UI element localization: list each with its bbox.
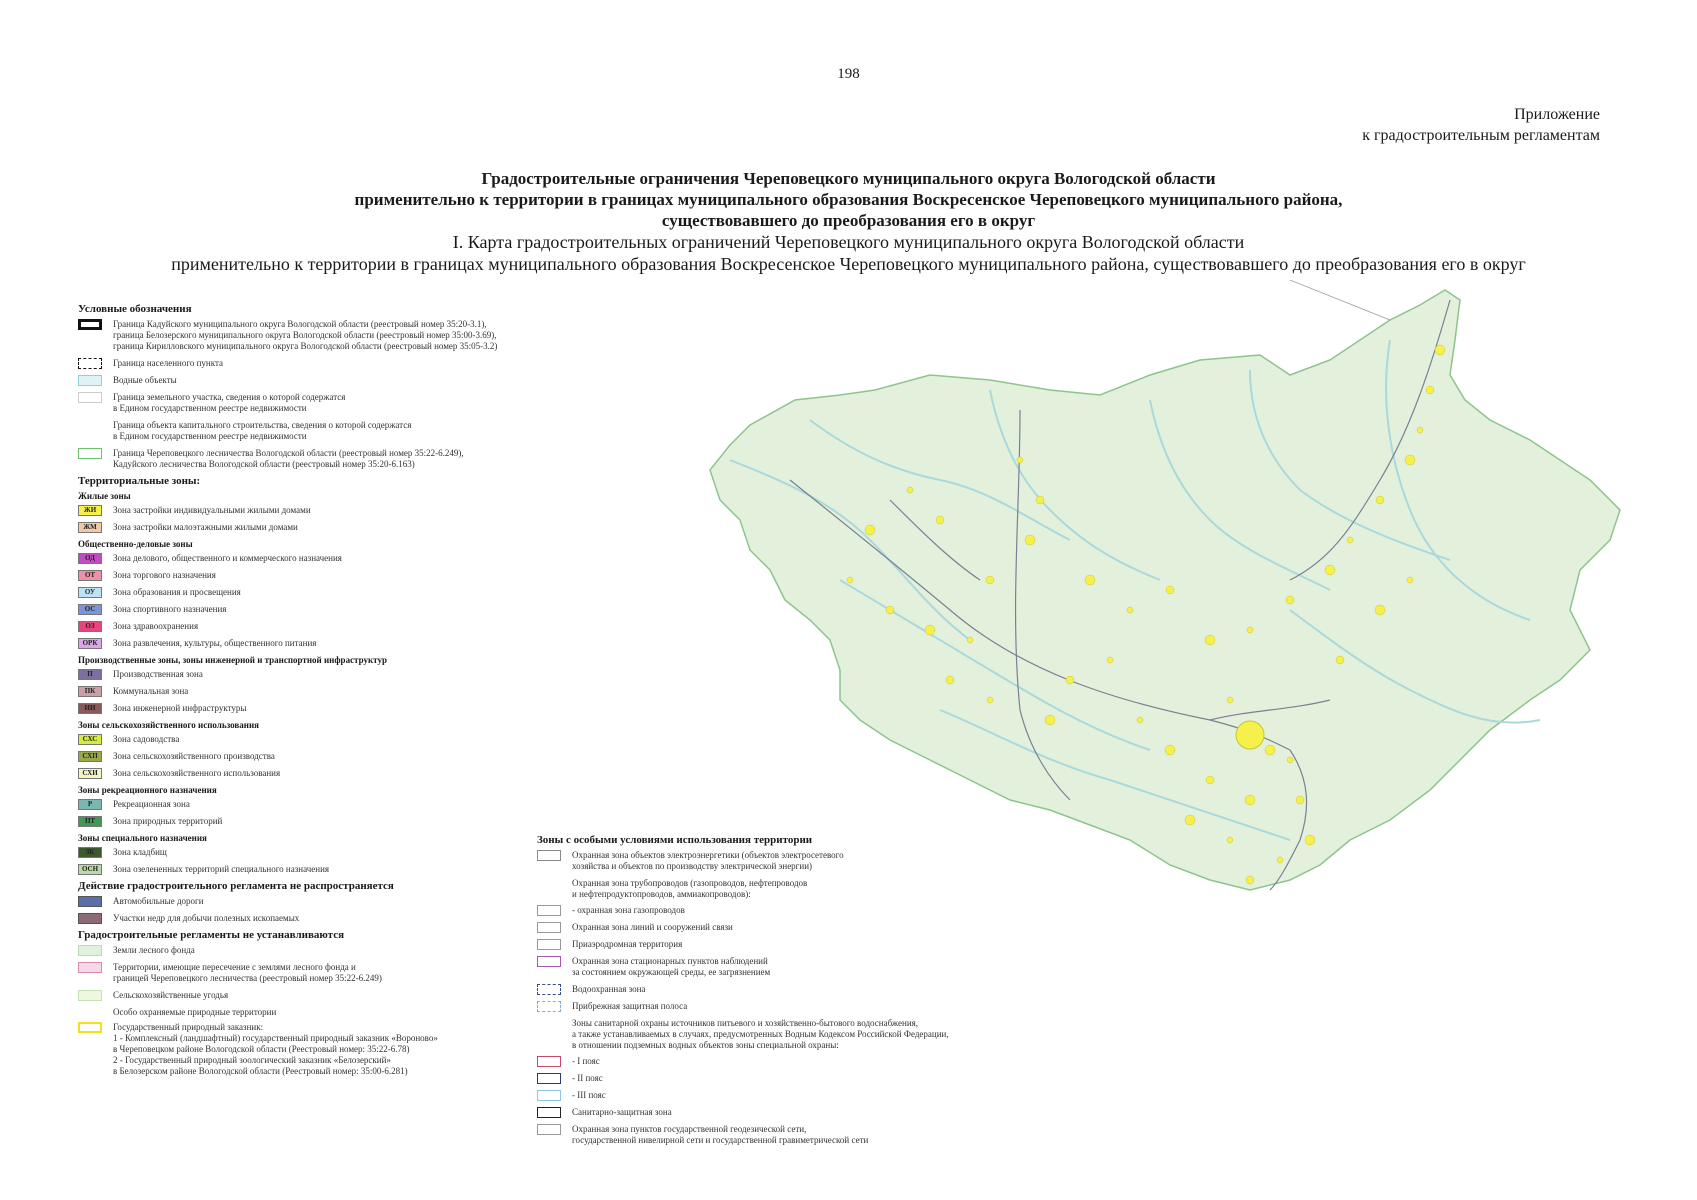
settlement-30 (1277, 857, 1283, 863)
legend-zone-1-1-label: Зона торгового назначения (113, 570, 216, 580)
legend2-item-12 (537, 1107, 1017, 1118)
legend (78, 302, 598, 1083)
legend2-item-10 (537, 1073, 1017, 1084)
legend-boundary-2-swatch (78, 375, 102, 386)
legend-zone-5-0-swatch: ЗК (78, 847, 102, 858)
settlement-16 (1286, 596, 1294, 604)
settlement-13 (1166, 586, 1174, 594)
legend-zone-1-3-label: Зона спортивного назначения (113, 604, 227, 614)
legend2-item-11-label: - III пояс (572, 1090, 606, 1100)
legend-zone-0-0-swatch: ЖИ (78, 505, 102, 516)
settlement-29 (1305, 835, 1315, 845)
legend2-item-10-swatch (537, 1073, 561, 1084)
legend-zone-2-2 (78, 703, 598, 714)
legend-boundary-4-label: Граница объекта капитального строительства, сведения о которой содержатся в Едином государственном реестре недвижимости (113, 420, 412, 441)
legend-boundary-0-label: Граница Кадуйского муниципального округа Вологодской области (реестровый номер 35:20-3.1), граница Белозерского муниципального округа Вологодской области (реестровый номер 35:00-3.69), граница Кирилловского муниципального округа Вологодской области (реестровый номер 35:05-3.2) (113, 319, 498, 351)
legend-zone-3-1-swatch: СХП (78, 751, 102, 762)
legend2-item-2 (537, 905, 1017, 916)
legend2-item-7-label: Прибрежная защитная полоса (572, 1001, 688, 1011)
settlement-40 (946, 676, 954, 684)
legend-zone-0-1-label: Зона застройки малоэтажными жилыми домами (113, 522, 298, 532)
settlement-33 (1137, 717, 1143, 723)
settlement-28 (1296, 796, 1304, 804)
legend-boundary-1-label: Граница населенного пункта (113, 358, 223, 368)
legend-item-opt (78, 1022, 598, 1077)
not-set-heading: Градостроительные регламенты не устанавливаются (78, 929, 345, 941)
settlement-6 (847, 577, 853, 583)
special-zones-legend (537, 833, 1017, 1152)
legend2-item-10-label: - II пояс (572, 1073, 603, 1083)
legend2-item-4-label: Приаэродромная территория (572, 939, 683, 949)
settlement-12 (1127, 607, 1133, 613)
legend2-item-6-swatch (537, 984, 561, 995)
opt-label: Государственный природный заказник: 1 - Комплексный (ландшафтный) государственный природный заказник «Вороново» в Череповецком районе Вологодской области (Реестровый номер: 35:22-6.78) 2 - Государственный природный зоологический заказник «Белозерский» в Белозерском районе Вологодской области (Реестровый номер: 35:00-6.281) (113, 1022, 438, 1076)
legend2-item-7-swatch (537, 1001, 561, 1012)
settlement-15 (1247, 627, 1253, 633)
legend-zone-1-2-label: Зона образования и просвещения (113, 587, 241, 597)
title-bold-3: существовавшего до преобразования его в округ (661, 211, 1036, 230)
legend-heading: Условные обозначения (78, 303, 192, 315)
legend-zone-0-0-label: Зона застройки индивидуальными жилыми домами (113, 505, 311, 515)
legend-boundary-4-swatch (78, 420, 102, 431)
appendix-note (1362, 104, 1600, 146)
settlement-8 (925, 625, 935, 635)
legend-zone-1-4-swatch: ОЗ (78, 621, 102, 632)
title-bold-1: Градостроительные ограничения Череповецкого муниципального округа Вологодской области (481, 169, 1216, 188)
legend-zone-0-0 (78, 505, 598, 516)
legend2-item-3-label: Охранная зона линий и сооружений связи (572, 922, 733, 932)
legend-zone-1-4-label: Зона здравоохранения (113, 621, 199, 631)
settlement-38 (1045, 715, 1055, 725)
legend-zone-1-1 (78, 570, 598, 581)
legend-zone-5-0-label: Зона кладбищ (113, 847, 167, 857)
legend-no-effect-1-swatch (78, 913, 102, 924)
legend-boundary-3 (78, 392, 598, 414)
legend-no-effect-0-label: Автомобильные дороги (113, 896, 204, 906)
zone-group-title: Зоны специального назначения (78, 833, 207, 843)
legend-zone-1-0-label: Зона делового, общественного и коммерческого назначения (113, 553, 342, 563)
zones-heading: Территориальные зоны: (78, 475, 201, 487)
legend-zone-2-2-label: Зона инженерной инфраструктуры (113, 703, 247, 713)
settlement-14 (1205, 635, 1215, 645)
legend-zone-3-2-label: Зона сельскохозяйственного использования (113, 768, 281, 778)
map-boundary-line (1290, 280, 1390, 320)
settlement-39 (987, 697, 993, 703)
legend2-item-13 (537, 1124, 1017, 1146)
legend2-item-9-swatch (537, 1056, 561, 1067)
settlement-24 (1227, 697, 1233, 703)
legend-boundary-5-swatch (78, 448, 102, 459)
opt-heading: Особо охраняемые природные территории (113, 1007, 277, 1017)
page-number: 198 (837, 66, 860, 82)
legend-zone-5-1-swatch: ОСН (78, 864, 102, 875)
settlement-10 (986, 576, 994, 584)
settlement-17 (1325, 565, 1335, 575)
legend2-item-2-swatch (537, 905, 561, 916)
legend-zone-2-0-label: Производственная зона (113, 669, 203, 679)
legend-zone-4-1-swatch: ПТ (78, 816, 102, 827)
legend2-item-0-label: Охранная зона объектов электроэнергетики (объектов электросетевого хозяйства и объектов по производству электрической энергии) (572, 850, 844, 871)
legend-not-set-2 (78, 990, 598, 1001)
legend-zone-3-2-swatch: СХИ (78, 768, 102, 779)
legend-no-effect-0-swatch (78, 896, 102, 907)
legend-zone-3-0-label: Зона садоводства (113, 734, 180, 744)
settlement-2 (1025, 535, 1035, 545)
settlement-11 (1085, 575, 1095, 585)
settlement-4 (936, 516, 944, 524)
title-normal-2: применительно к территории в границах муниципального образования Воскресенское Череповецкого муниципального района, существовавшего до преобразования его в округ (171, 254, 1526, 274)
legend2-item-4 (537, 939, 1017, 950)
legend2-item-3-swatch (537, 922, 561, 933)
legend-zone-2-0-swatch: П (78, 669, 102, 680)
settlement-43 (1336, 656, 1344, 664)
legend-zone-5-0 (78, 847, 598, 858)
legend-not-set-1-swatch (78, 962, 102, 973)
legend-zone-2-1-label: Коммунальная зона (113, 686, 189, 696)
legend-boundary-2 (78, 375, 598, 386)
legend2-item-5-swatch (537, 956, 561, 967)
no-effect-heading: Действие градостроительного регламента не распространяется (78, 880, 394, 892)
legend-not-set-0-swatch (78, 945, 102, 956)
legend-zone-1-0-swatch: ОД (78, 553, 102, 564)
legend2-item-5 (537, 956, 1017, 978)
settlement-21 (1417, 427, 1423, 433)
legend-boundary-2-label: Водные объекты (113, 375, 177, 385)
settlement-0 (1017, 457, 1023, 463)
settlement-44 (1245, 795, 1255, 805)
legend2-item-4-swatch (537, 939, 561, 950)
legend2-item-3 (537, 922, 1017, 933)
main-settlement (1236, 721, 1264, 749)
legend-zone-1-2-swatch: ОУ (78, 587, 102, 598)
legend-zone-4-1-label: Зона природных территорий (113, 816, 223, 826)
legend-zone-5-1 (78, 864, 598, 875)
settlement-31 (1246, 876, 1254, 884)
legend-zone-2-2-swatch: ИИ (78, 703, 102, 714)
legend-zone-3-2 (78, 768, 598, 779)
settlement-27 (1287, 757, 1293, 763)
legend2-item-6 (537, 984, 1017, 995)
legend-not-set-1 (78, 962, 598, 984)
legend-zone-4-1 (78, 816, 598, 827)
legend-zone-1-0 (78, 553, 598, 564)
legend-not-set-2-label: Сельскохозяйственные угодья (113, 990, 229, 1000)
legend-zone-4-0-swatch: Р (78, 799, 102, 810)
settlement-5 (865, 525, 875, 535)
settlement-34 (1206, 776, 1214, 784)
appendix-line-1: Приложение (1514, 106, 1600, 123)
legend-zone-1-5-label: Зона развлечения, культуры, общественного питания (113, 638, 317, 648)
opt-swatch (78, 1022, 102, 1033)
legend-no-effect-1-label: Участки недр для добычи полезных ископаемых (113, 913, 300, 923)
zone-group-title: Зоны сельскохозяйственного использования (78, 720, 260, 730)
settlement-9 (967, 637, 973, 643)
municipality-territory (710, 290, 1620, 890)
settlement-32 (1165, 745, 1175, 755)
legend2-item-13-swatch (537, 1124, 561, 1135)
zone-group-title: Производственные зоны, зоны инженерной и транспортной инфраструктур (78, 655, 387, 665)
legend-not-set-0-label: Земли лесного фонда (113, 945, 195, 955)
legend2-item-6-label: Водоохранная зона (572, 984, 646, 994)
zone-group-title: Жилые зоны (78, 491, 131, 501)
settlement-36 (1107, 657, 1113, 663)
settlement-1 (1036, 496, 1044, 504)
settlement-22 (1426, 386, 1434, 394)
legend2-item-0 (537, 850, 1017, 872)
legend-zone-2-1 (78, 686, 598, 697)
legend-boundary-5 (78, 448, 598, 470)
legend-not-set-0 (78, 945, 598, 956)
legend-no-effect-0 (78, 896, 598, 907)
legend-zone-1-2 (78, 587, 598, 598)
legend-zone-2-0 (78, 669, 598, 680)
legend2-item-11-swatch (537, 1090, 561, 1101)
settlement-42 (1407, 577, 1413, 583)
settlement-26 (1265, 745, 1275, 755)
settlement-23 (1435, 345, 1445, 355)
legend-boundary-3-swatch (78, 392, 102, 403)
legend-zone-0-1-swatch: ЖМ (78, 522, 102, 533)
legend-boundary-4 (78, 420, 598, 442)
title-normal-1: I. Карта градостроительных ограничений Череповецкого муниципального округа Вологодской области (452, 232, 1245, 252)
legend-boundary-0 (78, 319, 598, 352)
legend2-item-9-label: - I пояс (572, 1056, 600, 1066)
legend2-item-5-label: Охранная зона стационарных пунктов наблюдений за состоянием окружающей среды, ее загрязнением (572, 956, 771, 977)
legend2-item-12-label: Санитарно-защитная зона (572, 1107, 672, 1117)
settlement-20 (1405, 455, 1415, 465)
settlement-35 (1185, 815, 1195, 825)
legend2-item-7 (537, 1001, 1017, 1012)
legend2-note-1: Охранная зона трубопроводов (газопроводов, нефтепроводов и нефтепродуктопроводов, аммиакопроводов): (572, 878, 808, 899)
legend-zone-1-5 (78, 638, 598, 649)
legend-boundary-1 (78, 358, 598, 369)
zone-group-title: Общественно-деловые зоны (78, 539, 193, 549)
legend-zone-4-0 (78, 799, 598, 810)
legend-zone-3-1 (78, 751, 598, 762)
legend2-note-8: Зоны санитарной охраны источников питьевого и хозяйственно-бытового водоснабжения, а также устанавливаемых в случаях, предусмотренных Водным Кодексом Российской Федерации, в отношении подземных водных объектов зоны специальной охраны: (572, 1018, 949, 1050)
settlement-19 (1376, 496, 1384, 504)
legend-not-set-1-label: Территории, имеющие пересечение с землями лесного фонда и границей Череповецкого лесничества (реестровый номер 35:22-6.249) (113, 962, 382, 983)
settlement-18 (1347, 537, 1353, 543)
legend-zone-1-1-swatch: ОТ (78, 570, 102, 581)
legend2-item-12-swatch (537, 1107, 561, 1118)
legend2-item-9 (537, 1056, 1017, 1067)
legend-zone-1-4 (78, 621, 598, 632)
special-zones-heading: Зоны с особыми условиями использования территории (537, 834, 813, 846)
page-title (0, 168, 1697, 275)
legend-zone-1-3-swatch: ОС (78, 604, 102, 615)
legend-zone-1-5-swatch: ОРК (78, 638, 102, 649)
legend-zone-3-1-label: Зона сельскохозяйственного производства (113, 751, 275, 761)
legend-zone-3-0 (78, 734, 598, 745)
legend-zone-4-0-label: Рекреационная зона (113, 799, 190, 809)
settlement-37 (1066, 676, 1074, 684)
legend-boundary-0-swatch (78, 319, 102, 330)
legend2-item-2-label: - охранная зона газопроводов (572, 905, 685, 915)
legend-zone-1-3 (78, 604, 598, 615)
legend-zone-3-0-swatch: СХС (78, 734, 102, 745)
zone-group-title: Зоны рекреационного назначения (78, 785, 217, 795)
legend-zone-0-1 (78, 522, 598, 533)
legend-zone-2-1-swatch: ПК (78, 686, 102, 697)
legend-not-set-2-swatch (78, 990, 102, 1001)
settlement-45 (1227, 837, 1233, 843)
legend-boundary-1-swatch (78, 358, 102, 369)
legend2-item-13-label: Охранная зона пунктов государственной геодезической сети, государственной нивелирной сети и государственной гравиметрической сети (572, 1124, 869, 1145)
legend2-item-0-swatch (537, 850, 561, 861)
settlement-7 (886, 606, 894, 614)
legend-zone-5-1-label: Зона озелененных территорий специального назначения (113, 864, 330, 874)
legend-boundary-5-label: Граница Череповецкого лесничества Вологодской области (реестровый номер 35:22-6.249), Кадуйского лесничества Вологодской области (реестровый номер 35:20-6.163) (113, 448, 464, 469)
legend-no-effect-1 (78, 913, 598, 924)
title-bold-2: применительно к территории в границах муниципального образования Воскресенское Череповецкого муниципального района, (354, 190, 1343, 209)
settlement-41 (1375, 605, 1385, 615)
settlement-3 (907, 487, 913, 493)
appendix-line-2: к градостроительным регламентам (1362, 127, 1600, 144)
legend2-item-11 (537, 1090, 1017, 1101)
legend-boundary-3-label: Граница земельного участка, сведения о которой содержатся в Едином государственном реестре недвижимости (113, 392, 346, 413)
